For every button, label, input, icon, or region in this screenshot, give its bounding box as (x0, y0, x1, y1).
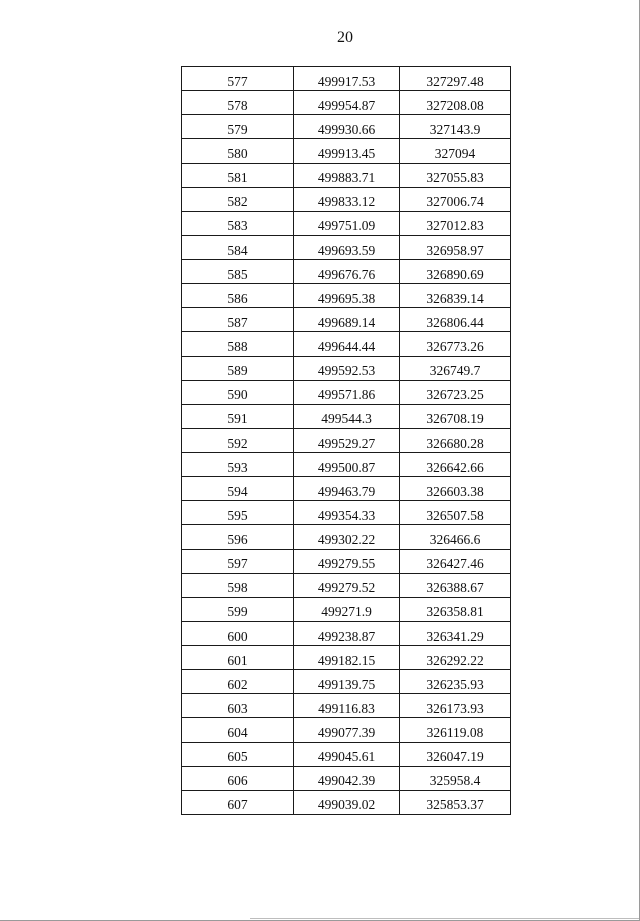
y-coordinate-cell: 326749.7 (400, 356, 511, 380)
x-coordinate-cell: 499833.12 (294, 187, 400, 211)
x-coordinate-cell: 499271.9 (294, 597, 400, 621)
y-coordinate-cell: 326806.44 (400, 308, 511, 332)
x-coordinate-cell: 499039.02 (294, 790, 400, 814)
y-coordinate-cell: 326507.58 (400, 501, 511, 525)
x-coordinate-cell: 499238.87 (294, 621, 400, 645)
x-coordinate-cell: 499077.39 (294, 718, 400, 742)
x-coordinate-cell: 499529.27 (294, 428, 400, 452)
y-coordinate-cell: 327006.74 (400, 187, 511, 211)
point-number-cell: 603 (182, 694, 294, 718)
table-row (182, 453, 511, 477)
page-number: 20 (337, 29, 353, 46)
table-row (182, 211, 511, 235)
y-coordinate-cell: 326680.28 (400, 428, 511, 452)
table-row (182, 646, 511, 670)
point-number-cell: 584 (182, 235, 294, 259)
y-coordinate-cell: 326427.46 (400, 549, 511, 573)
point-number-cell: 587 (182, 308, 294, 332)
x-coordinate-cell: 499592.53 (294, 356, 400, 380)
y-coordinate-cell: 326358.81 (400, 597, 511, 621)
table-row (182, 549, 511, 573)
table-row (182, 67, 511, 91)
y-coordinate-cell: 326723.25 (400, 380, 511, 404)
point-number-cell: 585 (182, 260, 294, 284)
point-number-cell: 583 (182, 211, 294, 235)
x-coordinate-cell: 499676.76 (294, 260, 400, 284)
point-number-cell: 598 (182, 573, 294, 597)
y-coordinate-cell: 326466.6 (400, 525, 511, 549)
table-row (182, 597, 511, 621)
table-row (182, 573, 511, 597)
y-coordinate-cell: 327055.83 (400, 163, 511, 187)
point-number-cell: 604 (182, 718, 294, 742)
x-coordinate-cell: 499279.55 (294, 549, 400, 573)
table-row (182, 308, 511, 332)
x-coordinate-cell: 499644.44 (294, 332, 400, 356)
x-coordinate-cell: 499913.45 (294, 139, 400, 163)
y-coordinate-cell: 326341.29 (400, 621, 511, 645)
y-coordinate-cell: 326773.26 (400, 332, 511, 356)
y-coordinate-cell: 326839.14 (400, 284, 511, 308)
table-row (182, 694, 511, 718)
x-coordinate-cell: 499954.87 (294, 91, 400, 115)
table-row (182, 260, 511, 284)
point-number-cell: 591 (182, 404, 294, 428)
point-number-cell: 600 (182, 621, 294, 645)
x-coordinate-cell: 499045.61 (294, 742, 400, 766)
table-row (182, 428, 511, 452)
y-coordinate-cell: 326292.22 (400, 646, 511, 670)
page-bottom-rule (250, 918, 639, 919)
x-coordinate-cell: 499693.59 (294, 235, 400, 259)
table-row (182, 670, 511, 694)
table-row (182, 380, 511, 404)
y-coordinate-cell: 327012.83 (400, 211, 511, 235)
table-row (182, 525, 511, 549)
x-coordinate-cell: 499695.38 (294, 284, 400, 308)
x-coordinate-cell: 499463.79 (294, 477, 400, 501)
x-coordinate-cell: 499139.75 (294, 670, 400, 694)
x-coordinate-cell: 499116.83 (294, 694, 400, 718)
table-row (182, 790, 511, 814)
x-coordinate-cell: 499500.87 (294, 453, 400, 477)
x-coordinate-cell: 499571.86 (294, 380, 400, 404)
x-coordinate-cell: 499689.14 (294, 308, 400, 332)
point-number-cell: 601 (182, 646, 294, 670)
y-coordinate-cell: 326047.19 (400, 742, 511, 766)
table-row (182, 501, 511, 525)
point-number-cell: 578 (182, 91, 294, 115)
x-coordinate-cell: 499302.22 (294, 525, 400, 549)
coordinates-table (181, 66, 511, 815)
y-coordinate-cell: 326642.66 (400, 453, 511, 477)
y-coordinate-cell: 326173.93 (400, 694, 511, 718)
table-row (182, 284, 511, 308)
point-number-cell: 607 (182, 790, 294, 814)
point-number-cell: 588 (182, 332, 294, 356)
y-coordinate-cell: 325958.4 (400, 766, 511, 790)
y-coordinate-cell: 326119.08 (400, 718, 511, 742)
table-row (182, 91, 511, 115)
x-coordinate-cell: 499544.3 (294, 404, 400, 428)
point-number-cell: 590 (182, 380, 294, 404)
y-coordinate-cell: 326708.19 (400, 404, 511, 428)
point-number-cell: 581 (182, 163, 294, 187)
y-coordinate-cell: 327094 (400, 139, 511, 163)
table-row (182, 332, 511, 356)
x-coordinate-cell: 499883.71 (294, 163, 400, 187)
point-number-cell: 580 (182, 139, 294, 163)
y-coordinate-cell: 325853.37 (400, 790, 511, 814)
table-row (182, 235, 511, 259)
table-row (182, 115, 511, 139)
coordinates-table-body (182, 67, 511, 815)
y-coordinate-cell: 326603.38 (400, 477, 511, 501)
table-row (182, 404, 511, 428)
table-row (182, 477, 511, 501)
x-coordinate-cell: 499917.53 (294, 67, 400, 91)
point-number-cell: 605 (182, 742, 294, 766)
y-coordinate-cell: 327297.48 (400, 67, 511, 91)
point-number-cell: 594 (182, 477, 294, 501)
point-number-cell: 597 (182, 549, 294, 573)
x-coordinate-cell: 499182.15 (294, 646, 400, 670)
y-coordinate-cell: 326235.93 (400, 670, 511, 694)
y-coordinate-cell: 326958.97 (400, 235, 511, 259)
point-number-cell: 596 (182, 525, 294, 549)
point-number-cell: 589 (182, 356, 294, 380)
x-coordinate-cell: 499354.33 (294, 501, 400, 525)
table-row (182, 187, 511, 211)
y-coordinate-cell: 326890.69 (400, 260, 511, 284)
table-row (182, 163, 511, 187)
x-coordinate-cell: 499751.09 (294, 211, 400, 235)
point-number-cell: 595 (182, 501, 294, 525)
x-coordinate-cell: 499930.66 (294, 115, 400, 139)
point-number-cell: 582 (182, 187, 294, 211)
y-coordinate-cell: 327143.9 (400, 115, 511, 139)
point-number-cell: 606 (182, 766, 294, 790)
table-row (182, 139, 511, 163)
x-coordinate-cell: 499279.52 (294, 573, 400, 597)
table-row (182, 766, 511, 790)
x-coordinate-cell: 499042.39 (294, 766, 400, 790)
y-coordinate-cell: 327208.08 (400, 91, 511, 115)
point-number-cell: 602 (182, 670, 294, 694)
y-coordinate-cell: 326388.67 (400, 573, 511, 597)
table-row (182, 621, 511, 645)
point-number-cell: 592 (182, 428, 294, 452)
point-number-cell: 579 (182, 115, 294, 139)
point-number-cell: 599 (182, 597, 294, 621)
point-number-cell: 586 (182, 284, 294, 308)
point-number-cell: 593 (182, 453, 294, 477)
table-row (182, 718, 511, 742)
point-number-cell: 577 (182, 67, 294, 91)
table-row (182, 742, 511, 766)
table-row (182, 356, 511, 380)
